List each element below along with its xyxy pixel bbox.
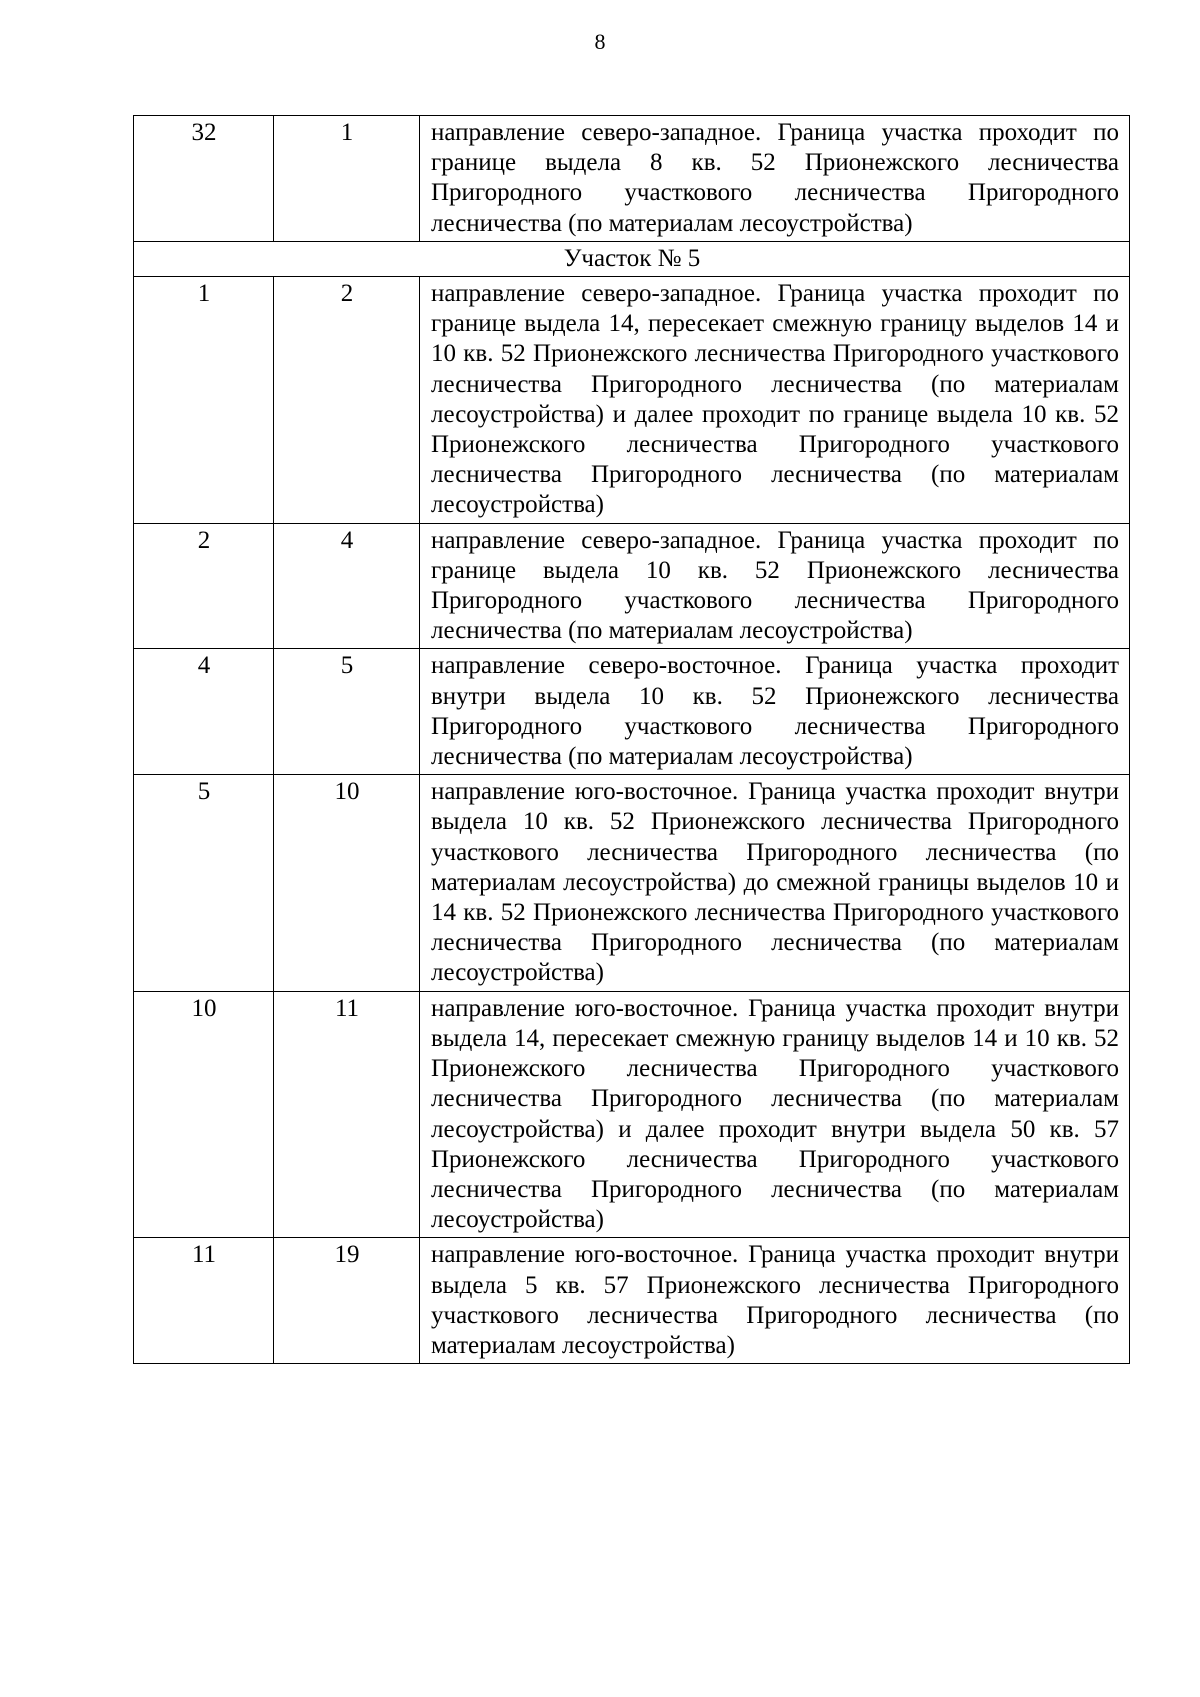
description-cell: направление северо-западное. Граница участка проходит по границе выдела 10 кв. 52 Прионежского лесничества Пригородного участкового лесничества Пригородного лесничества (по материалам лесоустройства) [420,523,1130,649]
description-cell: направление юго-восточное. Граница участка проходит внутри выдела 14, пересекает смежную границу выделов 14 и 10 кв. 52 Прионежского лесничества Пригородного участкового лесничества Пригородного лесничества (по материалам лесоустройства) и далее проходит внутри выдела 50 кв. 57 Прионежского лесничества Пригородного участкового лесничества Пригородного лесничества (по материалам лесоустройства) [420,991,1130,1238]
table-row [134,523,1130,649]
from-point-cell: 5 [134,775,274,991]
boundary-table [133,115,1130,1364]
table-row [134,277,1130,524]
description-cell: направление юго-восточное. Граница участка проходит внутри выдела 5 кв. 57 Прионежского лесничества Пригородного участкового лесничества Пригородного лесничества (по материалам лесоустройства) [420,1238,1130,1364]
description-cell: направление северо-восточное. Граница участка проходит внутри выдела 10 кв. 52 Прионежского лесничества Пригородного участкового лесничества Пригородного лесничества (по материалам лесоустройства) [420,649,1130,775]
to-point-cell: 4 [274,523,420,649]
page-number: 8 [594,29,606,54]
description-cell: направление юго-восточное. Граница участка проходит внутри выдела 10 кв. 52 Прионежского лесничества Пригородного участкового лесничества Пригородного лесничества (по материалам лесоустройства) до смежной границы выделов 10 и 14 кв. 52 Прионежского лесничества Пригородного участкового лесничества Пригородного лесничества (по материалам лесоустройства) [420,775,1130,991]
section-header-row [134,241,1130,276]
table-row [134,649,1130,775]
from-point-cell: 10 [134,991,274,1238]
table-row [134,991,1130,1238]
table-row [134,1238,1130,1364]
to-point-cell: 2 [274,277,420,524]
section-title: Участок № 5 [134,241,1130,276]
from-point-cell: 2 [134,523,274,649]
to-point-cell: 10 [274,775,420,991]
description-cell: направление северо-западное. Граница участка проходит по границе выдела 14, пересекает смежную границу выделов 14 и 10 кв. 52 Прионежского лесничества Пригородного участкового лесничества Пригородного лесничества (по материалам лесоустройства) и далее проходит по границе выдела 10 кв. 52 Прионежского лесничества Пригородного участкового лесничества Пригородного лесничества (по материалам лесоустройства) [420,277,1130,524]
from-point-cell: 32 [134,116,274,242]
to-point-cell: 5 [274,649,420,775]
table-row [134,775,1130,991]
to-point-cell: 11 [274,991,420,1238]
from-point-cell: 1 [134,277,274,524]
table-row [134,116,1130,242]
from-point-cell: 11 [134,1238,274,1364]
from-point-cell: 4 [134,649,274,775]
to-point-cell: 19 [274,1238,420,1364]
description-cell: направление северо-западное. Граница участка проходит по границе выдела 8 кв. 52 Прионежского лесничества Пригородного участкового лесничества Пригородного лесничества (по материалам лесоустройства) [420,116,1130,242]
to-point-cell: 1 [274,116,420,242]
